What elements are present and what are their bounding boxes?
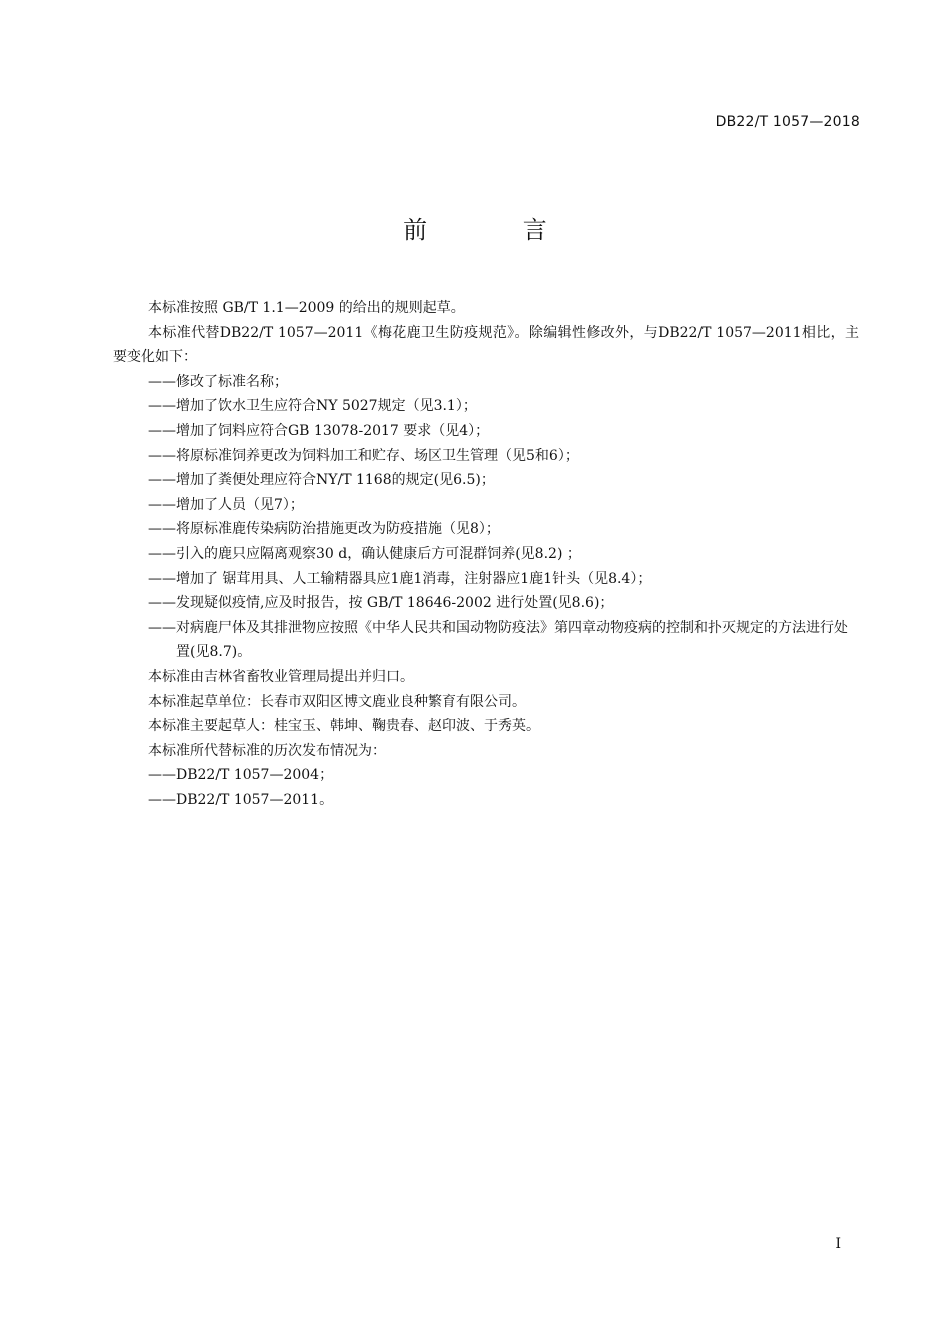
list-item-change: ——引入的鹿只应隔离观察30 d，确认健康后方可混群饲养(见8.2) ；: [148, 545, 581, 562]
list-item-change: ——发现疑似疫情,应及时报告，按 GB/T 18646-2002 进行处置(见8.6)；: [148, 595, 614, 612]
list-item-change: ——对病鹿尸体及其排泄物应按照《中华人民共和国动物防疫法》第四章动物疫病的控制和扑灭规定的方法进行处置(见8.7)。: [148, 619, 848, 661]
paragraph-drafting-unit: 本标准起草单位：长春市双阳区博文鹿业良种繁育有限公司。: [148, 693, 526, 710]
list-item-change: ——增加了饮水卫生应符合NY 5027规定（见3.1）；: [148, 398, 477, 415]
list-item-history: ——DB22/T 1057—2004；: [148, 767, 334, 784]
page-number: I: [835, 1236, 841, 1252]
document-body: [113, 296, 859, 812]
list-item-change: ——增加了粪便处理应符合NY/T 1168的规定(见6.5)；: [148, 472, 495, 489]
list-item-change: ——修改了标准名称；: [148, 373, 288, 390]
list-item-change: ——增加了人员（见7）；: [148, 496, 304, 513]
paragraph-history-heading: 本标准所代替标准的历次发布情况为：: [148, 742, 386, 759]
paragraph-proposer: 本标准由吉林省畜牧业管理局提出并归口。: [148, 668, 414, 685]
paragraph-replacement: 本标准代替DB22/T 1057—2011《梅花鹿卫生防疫规范》。除编辑性修改外，与DB22/T 1057—2011相比，主要变化如下：: [113, 324, 859, 366]
document-code: DB22/T 1057—2018: [715, 114, 860, 130]
list-item-history: ——DB22/T 1057—2011。: [148, 791, 334, 808]
list-item-change: ——将原标准鹿传染病防治措施更改为防疫措施（见8）；: [148, 521, 500, 538]
page-title: 前 言: [403, 216, 591, 244]
paragraph-drafting-rules: 本标准按照 GB/T 1.1—2009 的给出的规则起草。: [148, 300, 465, 316]
list-item-change: ——增加了饲料应符合GB 13078-2017 要求（见4）；: [148, 422, 490, 439]
list-item-change: ——增加了 锯茸用具、人工输精器具应1鹿1消毒，注射器应1鹿1针头（见8.4）；: [148, 570, 652, 587]
list-item-change: ——将原标准饲养更改为饲料加工和贮存、场区卫生管理（见5和6）；: [148, 447, 579, 464]
paragraph-drafters: 本标准主要起草人：桂宝玉、韩坤、鞠贵春、赵印波、于秀英。: [148, 718, 540, 735]
